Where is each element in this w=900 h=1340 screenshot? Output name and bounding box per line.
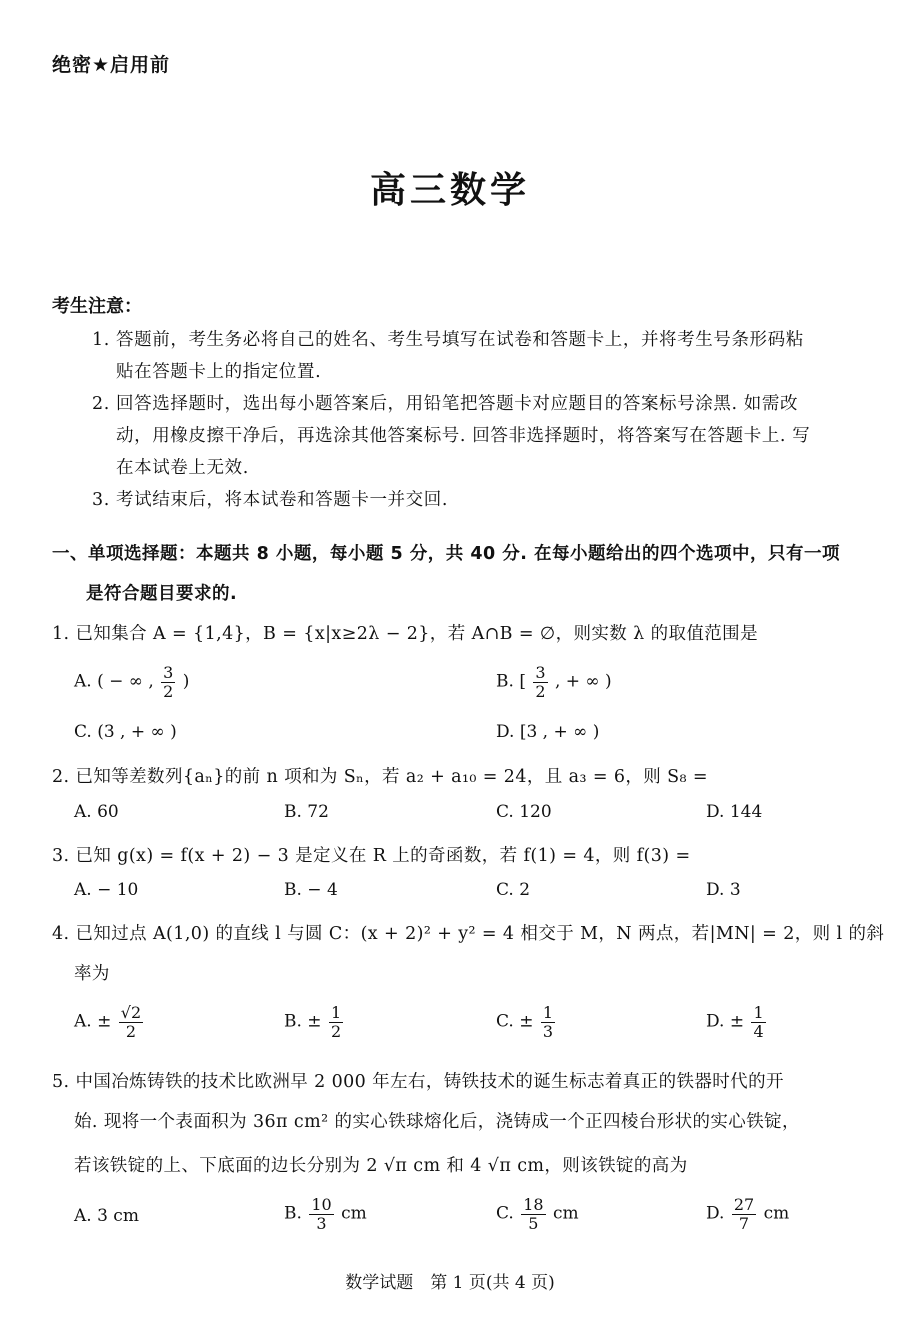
denominator: 3 — [316, 1213, 327, 1233]
option-label: C. — [496, 1203, 514, 1224]
option-label: A. — [74, 671, 92, 692]
fraction — [541, 1004, 555, 1040]
fraction — [751, 1004, 765, 1040]
q5-option-b — [284, 1196, 367, 1232]
q4-option-a — [74, 1004, 145, 1040]
q1-option-c: C. (3 , + ∞ ) — [74, 722, 177, 742]
question-5-stem-cont: 始. 现将一个表面积为 36π cm² 的实心铁球熔化后，浇铸成一个正四棱台形状的实心铁锭， — [74, 1112, 800, 1132]
option-label: D. — [706, 1203, 725, 1224]
notice-line: 2. 回答选择题时，选出每小题答案后，用铅笔把答题卡对应题目的答案标号涂黑. 如需改 — [92, 394, 799, 414]
q4-option-c — [496, 1004, 557, 1040]
numerator: 3 — [163, 663, 174, 682]
page-footer: 数学试题 第 1 页(共 4 页) — [345, 1273, 555, 1293]
denominator: 2 — [163, 681, 174, 701]
q5-option-d — [706, 1196, 789, 1232]
notice-line: 1. 答题前，考生务必将自己的姓名、考生号填写在试卷和答题卡上，并将考生号条形码粘 — [92, 330, 804, 350]
option-label: B. ± — [284, 1011, 322, 1032]
fraction — [329, 1004, 343, 1040]
question-2-stem: 2. 已知等差数列{aₙ}的前 n 项和为 Sₙ，若 a₂ + a₁₀ = 24，且 a₃ = 6，则 S₈ = — [52, 767, 708, 787]
q2-option-d: D. 144 — [706, 802, 763, 822]
numerator: 1 — [542, 1003, 554, 1022]
fraction — [161, 664, 175, 700]
confidential-label: 绝密★启用前 — [52, 54, 171, 76]
q3-option-d: D. 3 — [706, 880, 741, 900]
question-3-stem: 3. 已知 g(x) = f(x + 2) − 3 是定义在 R 上的奇函数，若 f(1) = 4，则 f(3) = — [52, 846, 691, 866]
denominator: 4 — [753, 1021, 764, 1041]
numerator: 1 — [330, 1003, 342, 1022]
fraction — [521, 1196, 545, 1232]
option-text: ( − ∞ , — [97, 671, 154, 692]
fraction — [533, 664, 547, 700]
denominator: 5 — [528, 1213, 539, 1233]
q3-option-b: B. − 4 — [284, 880, 338, 900]
q4-option-b — [284, 1004, 345, 1040]
section-heading: 一、单项选择题：本题共 8 小题，每小题 5 分，共 40 分. 在每小题给出的四个选项中，只有一项 — [52, 544, 840, 564]
notice-line: 动，用橡皮擦干净后，再选涂其他答案标号. 回答非选择题时，将答案写在答题卡上. 写 — [116, 426, 811, 446]
numerator: 1 — [753, 1003, 764, 1022]
fraction — [309, 1196, 333, 1232]
fraction — [732, 1196, 756, 1232]
numerator: 3 — [535, 663, 546, 682]
option-label: D. ± — [706, 1011, 745, 1032]
fraction — [119, 1004, 143, 1040]
q1-option-d: D. [3 , + ∞ ) — [496, 722, 600, 742]
option-text: [ — [519, 671, 526, 692]
question-4-stem-cont: 率为 — [74, 964, 110, 984]
option-label: B. — [284, 1203, 302, 1224]
option-text: , + ∞ ) — [554, 671, 612, 692]
question-1-stem: 1. 已知集合 A = {1,4}，B = {x|x≥2λ − 2}，若 A∩B = ∅，则实数 λ 的取值范围是 — [52, 624, 758, 644]
question-5-stem: 5. 中国冶炼铸铁的技术比欧洲早 2 000 年左右，铸铁技术的诞生标志着真正的铁器时代的开 — [52, 1072, 784, 1092]
q5-option-c — [496, 1196, 579, 1232]
unit: cm — [552, 1203, 579, 1224]
q1-option-b — [496, 664, 612, 700]
q3-option-a: A. − 10 — [74, 880, 139, 900]
numerator: √2 — [120, 1003, 142, 1022]
numerator: 10 — [311, 1195, 332, 1214]
numerator: 18 — [523, 1195, 544, 1214]
q3-option-c: C. 2 — [496, 880, 531, 900]
unit: cm — [341, 1203, 367, 1224]
notice-line: 3. 考试结束后，将本试卷和答题卡一并交回. — [92, 490, 449, 510]
option-label: A. ± — [74, 1011, 112, 1032]
denominator: 3 — [542, 1021, 554, 1041]
unit: cm — [763, 1203, 790, 1224]
q2-option-c: C. 120 — [496, 802, 552, 822]
denominator: 2 — [535, 681, 546, 701]
denominator: 2 — [125, 1021, 137, 1041]
q1-option-a — [74, 664, 189, 700]
option-label: C. ± — [496, 1011, 534, 1032]
q5-option-a: A. 3 cm — [74, 1206, 139, 1226]
notice-line: 在本试卷上无效. — [116, 458, 249, 478]
option-text: ) — [182, 671, 190, 692]
q2-option-b: B. 72 — [284, 802, 329, 822]
denominator: 2 — [330, 1021, 342, 1041]
denominator: 7 — [738, 1213, 750, 1233]
q4-option-d — [706, 1004, 768, 1040]
section-heading-cont: 是符合题目要求的. — [86, 584, 238, 604]
notice-heading: 考生注意： — [52, 296, 142, 317]
notice-line: 贴在答题卡上的指定位置. — [116, 362, 322, 382]
question-4-stem: 4. 已知过点 A(1,0) 的直线 l 与圆 C：(x + 2)² + y² = 4 相交于 M，N 两点，若|MN| = 2，则 l 的斜 — [52, 924, 885, 944]
page-title: 高三数学 — [369, 170, 530, 211]
numerator: 27 — [733, 1195, 755, 1214]
q2-option-a: A. 60 — [74, 802, 119, 822]
question-5-stem-cont: 若该铁锭的上、下底面的边长分别为 2 √π cm 和 4 √π cm，则该铁锭的高为 — [74, 1156, 688, 1176]
option-label: B. — [496, 671, 514, 692]
